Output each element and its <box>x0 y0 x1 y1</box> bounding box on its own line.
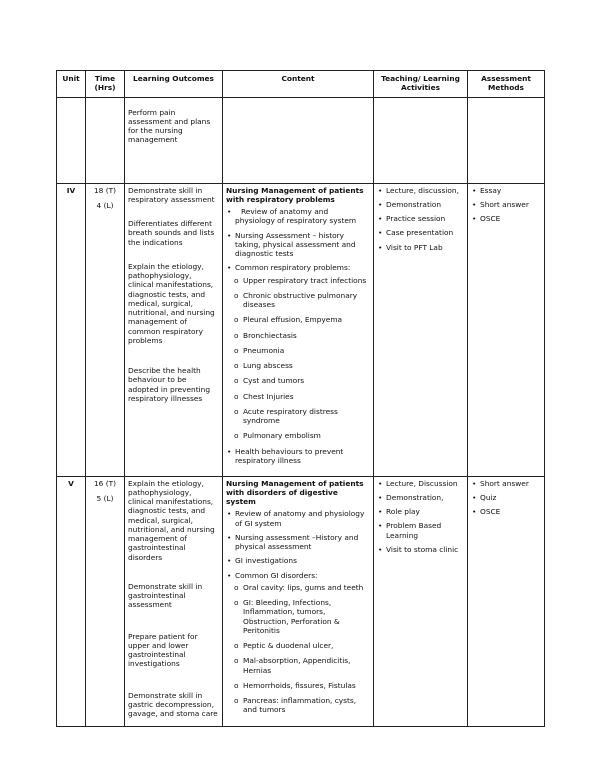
curriculum-table <box>56 70 545 727</box>
theory-hours: 16 (T) <box>93 478 117 488</box>
learning-outcome: Perform pain assessment and plans for the nursing management <box>128 107 211 145</box>
unit-iv-row <box>57 183 545 476</box>
learning-outcome: Explain the etiology, pathophysiology, clinical manifestations, diagnostic tests, and medical, surgical, nutritional, and nursing management of gastrointestinal disorders <box>128 478 215 562</box>
subitem: o Chest Injuries <box>226 392 370 401</box>
content-item: • Nursing Assessment – history taking, physical assessment and diagnostic tests <box>226 231 370 259</box>
learning-outcome: Demonstrate skill in gastric decompression, gavage, and stoma care <box>128 690 218 718</box>
subitem: o Lung abscess <box>226 361 370 370</box>
cont-unit-cell <box>57 97 86 183</box>
cont-content-cell <box>223 97 374 183</box>
assessment-item: • OSCE <box>471 507 541 516</box>
assessment-cell <box>468 183 545 476</box>
subitem: o Mal-absorption, Appendicitis, Hernias <box>226 656 370 675</box>
content-list <box>226 207 370 465</box>
theory-hours: 18 (T) <box>93 185 117 195</box>
assessment-item: • OSCE <box>471 214 541 223</box>
unit-number: V <box>57 476 86 726</box>
activities-list <box>377 186 464 252</box>
activity-item: • Demonstration, <box>377 493 464 502</box>
header-activities: Teaching/ Learning Activities <box>374 71 468 98</box>
time-cell <box>86 183 125 476</box>
header-row <box>57 71 545 98</box>
continuation-row <box>57 97 545 183</box>
header-unit: Unit <box>57 71 86 98</box>
assessment-list <box>471 479 541 517</box>
header-learning-outcomes: Learning Outcomes <box>125 71 223 98</box>
activity-item: • Demonstration <box>377 200 464 209</box>
activities-cell <box>374 183 468 476</box>
activity-item: • Practice session <box>377 214 464 223</box>
activity-item: • Role play <box>377 507 464 516</box>
subitem: o Pleural effusion, Empyema <box>226 315 370 324</box>
time-cell <box>86 476 125 726</box>
cont-activities-cell <box>374 97 468 183</box>
subitem: o Upper respiratory tract infections <box>226 276 370 285</box>
activity-item: • Lecture, Discussion <box>377 479 464 488</box>
header-content: Content <box>223 71 374 98</box>
activity-item: • Case presentation <box>377 228 464 237</box>
subitem: o Acute respiratory distress syndrome <box>226 407 370 426</box>
subitem: o Chronic obstructive pulmonary diseases <box>226 291 370 310</box>
learning-outcomes-cell <box>125 183 223 476</box>
assessment-list <box>471 186 541 224</box>
subitem: o Cyst and tumors <box>226 376 370 385</box>
content-item: • GI investigations <box>226 556 370 565</box>
content-item: • Common GI disorders: o Oral cavity: lips, gums and teeth o GI: Bleeding, Infections, Inflammation, tumors, Obstruction, Perforation & Peritonitis o Peptic & duodenal ulcer, o Mal-absorption, Appendicitis, Hernias o Hemorrhoids, fissures, Fistulas o Pancreas: inflammation, cysts, and tumors <box>226 571 370 715</box>
learning-outcome: Differentiates different breath sounds and lists the indications <box>128 219 215 247</box>
unit-number: IV <box>57 183 86 476</box>
subitem: o Oral cavity: lips, gums and teeth <box>226 583 370 592</box>
content-cell <box>223 183 374 476</box>
unit-v-row <box>57 476 545 726</box>
content-list <box>226 509 370 714</box>
learning-outcome: Explain the etiology, pathophysiology, clinical manifestations, diagnostic tests, and medical, surgical, nutritional, and nursing management of common respiratory problems <box>128 261 215 345</box>
content-item: • Review of anatomy and physiology of respiratory system <box>226 207 370 226</box>
activity-item: • Visit to PFT Lab <box>377 243 464 252</box>
assessment-item: • Quiz <box>471 493 541 502</box>
subitem: o Hemorrhoids, fissures, Fistulas <box>226 681 370 690</box>
content-item: • Common respiratory problems: o Upper respiratory tract infections o Chronic obstructive pulmonary diseases o Pleural effusion, Empyema o Bronchiectasis o Pneumonia o Lung abscess o Cyst and tumors o Chest Injuries o Acute respiratory distress syndrome o Pulmonary embolism <box>226 263 370 440</box>
assessment-item: • Short answer <box>471 200 541 209</box>
content-item: • Health behaviours to prevent respiratory illness <box>226 447 370 466</box>
cont-learning-outcomes-cell <box>125 97 223 183</box>
subitem-list <box>226 276 370 441</box>
subitem: o GI: Bleeding, Infections, Inflammation, tumors, Obstruction, Perforation & Peritonitis <box>226 598 370 635</box>
subitem: o Peptic & duodenal ulcer, <box>226 641 370 650</box>
learning-outcome: Demonstrate skill in respiratory assessment <box>128 185 215 204</box>
learning-outcome: Describe the health behaviour to be adopted in preventing respiratory illnesses <box>128 366 211 403</box>
cont-assessment-cell <box>468 97 545 183</box>
activity-item: • Lecture, discussion, <box>377 186 464 195</box>
subitem: o Pulmonary embolism <box>226 431 370 440</box>
header-assessment: Assessment Methods <box>468 71 545 98</box>
activity-item: • Visit to stoma clinic <box>377 545 464 554</box>
activity-item: • Problem Based Learning <box>377 521 464 540</box>
learning-outcome: Prepare patient for upper and lower gastrointestinal investigations <box>128 631 198 669</box>
header-time: Time (Hrs) <box>86 71 125 98</box>
lab-hours: 4 (L) <box>96 200 114 210</box>
cont-time-cell <box>86 97 125 183</box>
assessment-item: • Essay <box>471 186 541 195</box>
learning-outcomes-cell <box>125 476 223 726</box>
subitem: o Pancreas: inflammation, cysts, and tumors <box>226 696 370 715</box>
learning-outcome: Demonstrate skill in gastrointestinal assessment <box>128 581 203 610</box>
content-heading: Nursing Management of patients with disorders of digestive system <box>226 478 364 506</box>
assessment-item: • Short answer <box>471 479 541 488</box>
subitem: o Pneumonia <box>226 346 370 355</box>
content-cell <box>223 476 374 726</box>
activities-list <box>377 479 464 555</box>
content-item: • Review of anatomy and physiology of GI system <box>226 509 370 528</box>
activities-cell <box>374 476 468 726</box>
content-heading: Nursing Management of patients with respiratory problems <box>226 185 364 204</box>
lab-hours: 5 (L) <box>96 493 114 503</box>
content-item: • Nursing assessment –History and physical assessment <box>226 533 370 552</box>
subitem: o Bronchiectasis <box>226 331 370 340</box>
assessment-cell <box>468 476 545 726</box>
subitem-list <box>226 583 370 715</box>
